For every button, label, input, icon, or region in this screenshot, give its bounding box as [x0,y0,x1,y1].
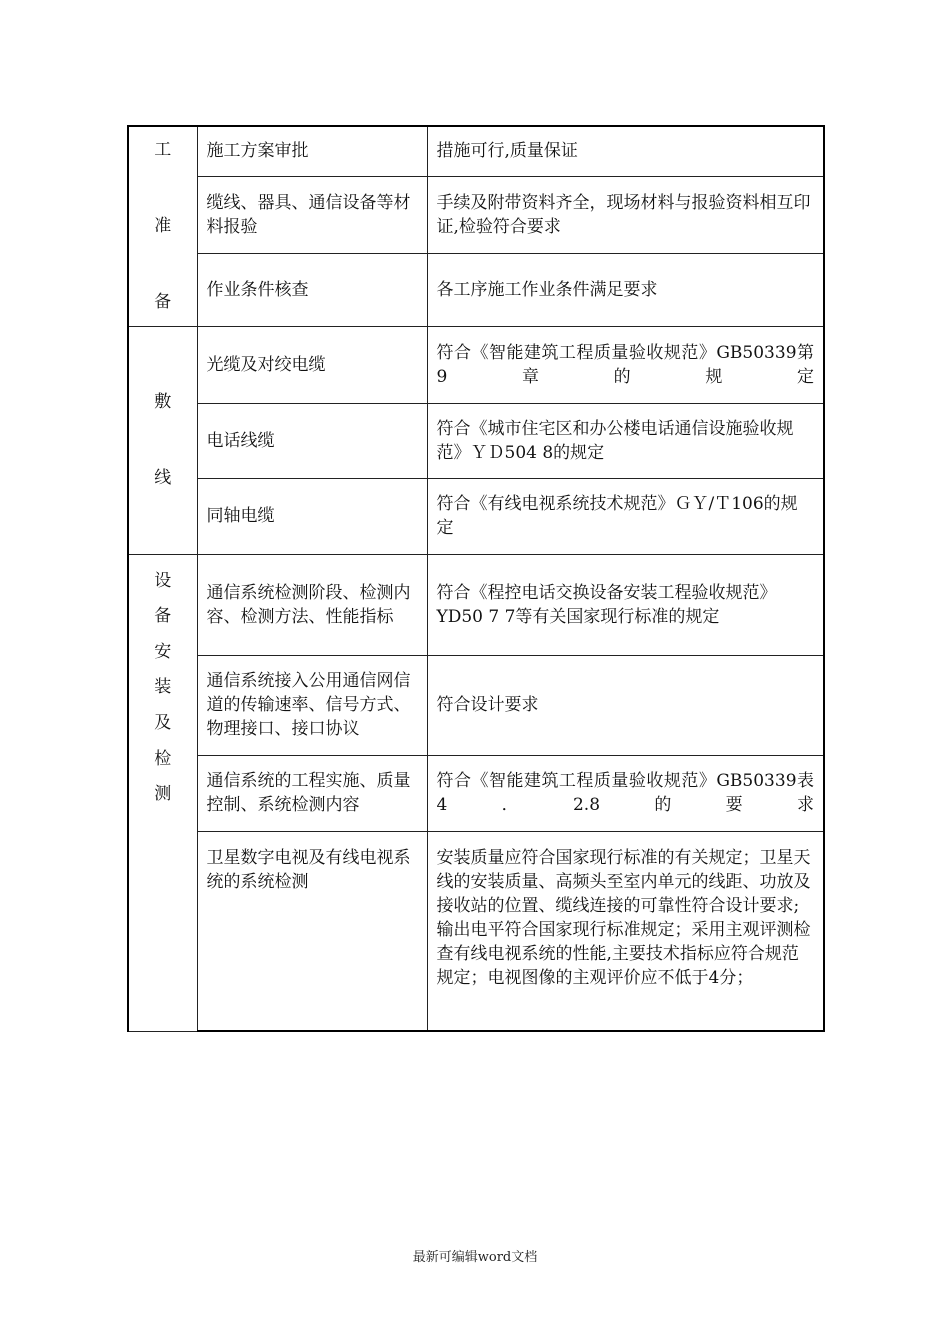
requirement-cell: 符合《智能建筑工程质量验收规范》GB50339表4．2.8的要求 [427,755,824,831]
table-row [128,478,824,554]
category-char: 测 [154,784,172,805]
table-row [128,755,824,831]
category-cell-preparation [128,126,197,326]
category-char: 准 [154,216,172,237]
category-char: 装 [154,677,172,698]
category-char: 工 [154,140,172,161]
table-row [128,253,824,326]
requirement-cell: 各工序施工作业条件满足要求 [427,253,824,326]
category-char: 及 [154,713,172,734]
item-cell: 同轴电缆 [197,478,427,554]
requirement-cell: 符合《智能建筑工程质量验收规范》GB50339第9章的规定 [427,326,824,403]
requirement-cell: 安装质量应符合国家现行标准的有关规定；卫星天线的安装质量、高频头至室内单元的线距、功放及接收站的位置、缆线连接的可靠性符合设计要求;输出电平符合国家现行标准规定；采用主观评测检查有线电视系统的性能,主要技术指标应符合规范规定；电视图像的主观评价应不低于4分； [427,831,824,1031]
item-cell: 电话线缆 [197,403,427,478]
acceptance-table [127,125,825,1032]
table-row [128,326,824,403]
item-cell: 作业条件核查 [197,253,427,326]
table-row [128,176,824,253]
item-cell: 通信系统接入公用通信网信道的传输速率、信号方式、物理接口、接口协议 [197,655,427,755]
item-cell: 施工方案审批 [197,126,427,176]
category-char: 备 [154,606,172,627]
item-cell: 通信系统的工程实施、质量控制、系统检测内容 [197,755,427,831]
table-row [128,126,824,176]
table-row [128,831,824,1031]
item-cell: 缆线、器具、通信设备等材料报验 [197,176,427,253]
category-char: 线 [154,468,172,488]
item-cell: 通信系统检测阶段、检测内容、检测方法、性能指标 [197,554,427,655]
requirement-cell: 符合《有线电视系统技术规范》ＧＹ/Ｔ106的规定 [427,478,824,554]
table-row [128,403,824,478]
table-row [128,554,824,655]
category-char: 备 [154,292,172,313]
requirement-cell: 符合《城市住宅区和办公楼电话通信设施验收规范》ＹＤ504 8的规定 [427,403,824,478]
category-cell-cabling [128,326,197,554]
page-footer: 最新可编辑word文档 [412,1250,538,1265]
requirement-cell: 手续及附带资料齐全，现场材料与报验资料相互印证,检验符合要求 [427,176,824,253]
requirement-cell: 符合设计要求 [427,655,824,755]
requirement-cell: 符合《程控电话交换设备安装工程验收规范》YD50 7 7等有关国家现行标准的规定 [427,554,824,655]
table-row [128,655,824,755]
category-char: 设 [154,570,172,591]
category-char: 敷 [154,392,172,412]
category-char: 安 [154,641,172,662]
item-cell: 光缆及对绞电缆 [197,326,427,403]
category-cell-installation-testing [128,554,197,1031]
category-char: 检 [154,748,172,769]
item-cell: 卫星数字电视及有线电视系统的系统检测 [197,831,427,1031]
requirement-cell: 措施可行,质量保证 [427,126,824,176]
